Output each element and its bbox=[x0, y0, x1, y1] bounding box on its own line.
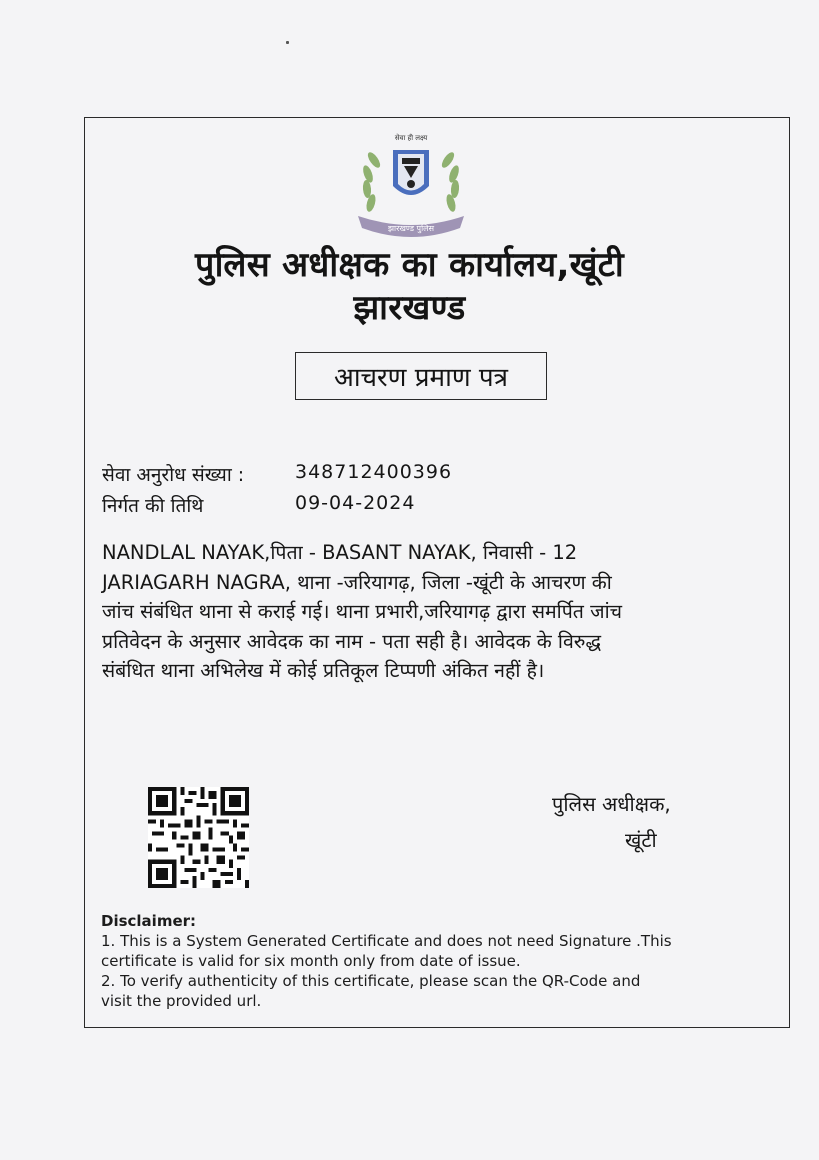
qr-code-icon[interactable] bbox=[148, 787, 249, 888]
request-number-row bbox=[102, 461, 453, 487]
emblem-motto: सेवा ही लक्ष्य bbox=[394, 134, 428, 142]
body-line: NANDLAL NAYAK,पिता - BASANT NAYAK, निवासी - 12 bbox=[102, 541, 578, 564]
emblem-ribbon-text: झारखण्ड पुलिस bbox=[387, 224, 435, 233]
certificate-body bbox=[102, 538, 752, 686]
issue-date-value: 09-04-2024 bbox=[295, 492, 416, 514]
issue-date-label: निर्गत की तिथि bbox=[102, 495, 204, 517]
disclaimer-line: 1. This is a System Generated Certificate and does not need Signature .This bbox=[101, 932, 672, 950]
signatory-place: खूंटी bbox=[625, 828, 657, 852]
body-line: संबंधित थाना अभिलेख में कोई प्रतिकूल टिप्पणी अंकित नहीं है। bbox=[102, 659, 545, 682]
disclaimer-line: 2. To verify authenticity of this certificate, please scan the QR-Code and bbox=[101, 972, 641, 990]
disclaimer-line: certificate is valid for six month only from date of issue. bbox=[101, 952, 521, 970]
request-number-value: 348712400396 bbox=[295, 461, 453, 483]
disclaimer-line: visit the provided url. bbox=[101, 992, 262, 1010]
disclaimer-heading: Disclaimer: bbox=[101, 912, 197, 930]
office-state: झारखण्ड bbox=[353, 288, 466, 328]
request-number-label: सेवा अनुरोध संख्या : bbox=[102, 464, 245, 486]
certificate-title: आचरण प्रमाण पत्र bbox=[295, 352, 547, 400]
body-line: JARIAGARH NAGRA, थाना -जरियागढ़, जिला -खूंटी के आचरण की bbox=[102, 570, 612, 594]
jharkhand-police-emblem-icon bbox=[346, 130, 476, 248]
office-title: पुलिस अधीक्षक का कार्यालय,खूंटी bbox=[194, 245, 625, 285]
issue-date-row bbox=[102, 492, 416, 518]
body-line: जांच संबंधित थाना से कराई गई। थाना प्रभारी,जरियागढ़ द्वारा समर्पित जांच bbox=[102, 600, 622, 623]
paper-speck bbox=[286, 41, 289, 44]
disclaimer bbox=[101, 911, 761, 1011]
body-line: प्रतिवेदन के अनुसार आवेदक का नाम - पता सही है। आवेदक के विरुद्ध bbox=[102, 629, 602, 653]
signatory-title: पुलिस अधीक्षक, bbox=[552, 792, 671, 816]
